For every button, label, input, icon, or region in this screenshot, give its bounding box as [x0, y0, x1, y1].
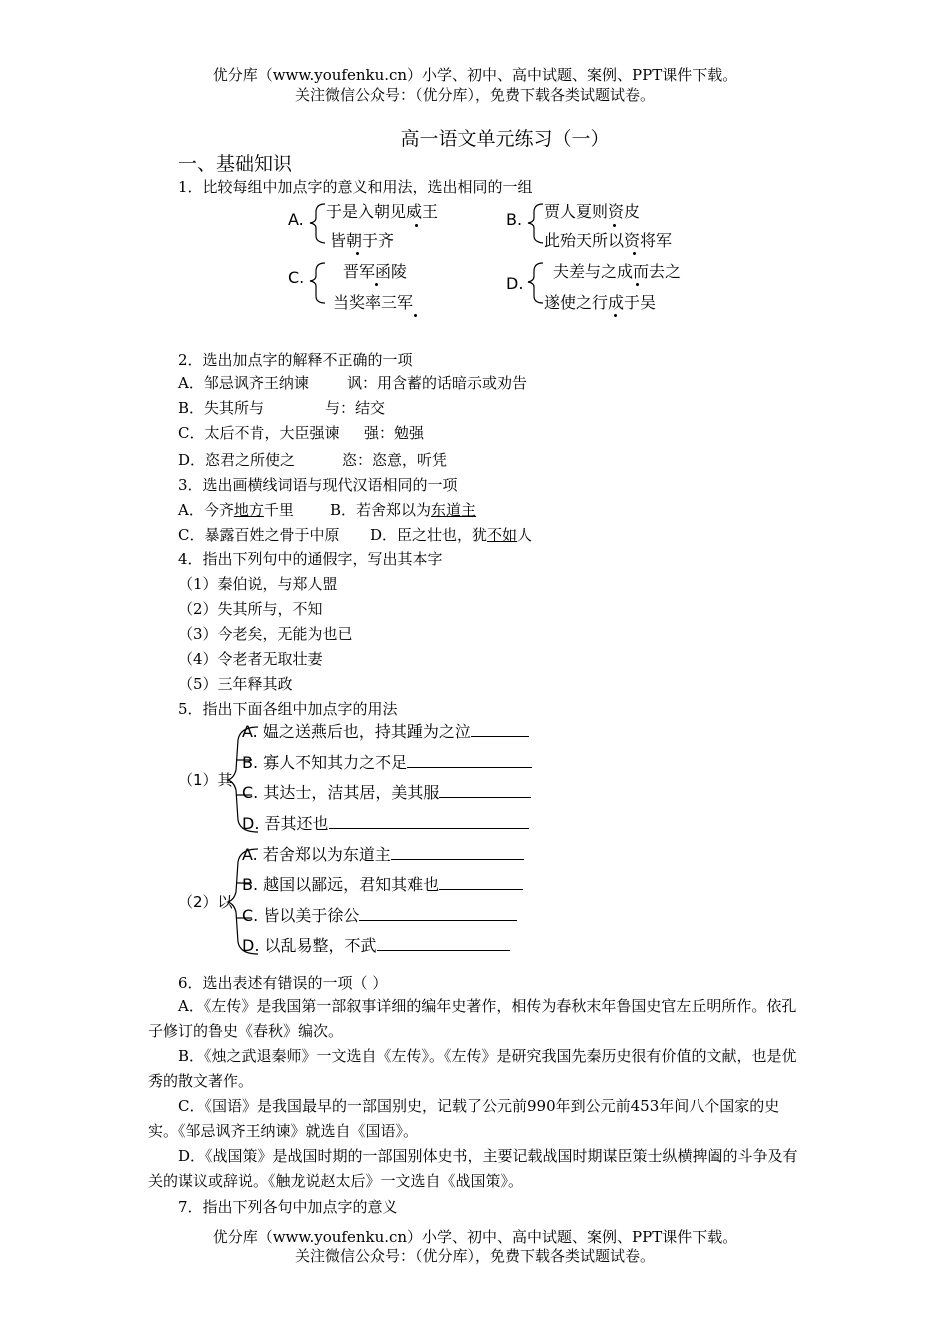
q4-item: （4）令老者无取壮妻 [178, 650, 323, 668]
q1-brace-c [310, 263, 325, 303]
q1-option-d-line1: 夫差与之成而去之 [553, 262, 682, 281]
q1-option-c-line2: 当奖率三军 [333, 293, 414, 312]
q5-group2-item: B. 越国以鄙远，君知其难也 [242, 875, 523, 895]
q1-option-a-line1: 于是入朝见威王 [326, 202, 439, 221]
answer-blank[interactable] [391, 845, 524, 860]
q5-group2-item: C. 皆以美于徐公 [242, 906, 517, 926]
q5-group1-item: A. 媪之送燕后也，持其踵为之泣 [242, 722, 529, 742]
q3-option-c: C．暴露百姓之骨于中原 [178, 526, 340, 544]
emphasis-dot [414, 314, 417, 317]
q4-item: （1）秦伯说，与郑人盟 [178, 575, 338, 593]
q1-option-d-label: D. [506, 274, 524, 293]
q4-stem: 4．指出下列句中的通假字，写出其本字 [178, 550, 443, 568]
footer-line-2: 关注微信公众号：（优分库），免费下载各类试题试卷。 [294, 1247, 655, 1265]
q1-option-b-line2: 此殆天所以资将军 [544, 231, 673, 250]
q1-option-c-line1: 晋军函陵 [343, 262, 408, 281]
q5-group2-label: （2）以 [178, 893, 233, 911]
q2-option-c: C．太后不肯，大臣强谏 [178, 424, 340, 442]
answer-blank[interactable] [359, 906, 517, 921]
answer-blank[interactable] [377, 936, 510, 951]
q2-option-c-gloss: 强：勉强 [364, 424, 425, 442]
q6-stem: 6．选出表述有错误的一项（ ） [178, 974, 388, 992]
section-heading: 一、基础知识 [178, 153, 293, 175]
q2-option-b-gloss: 与：结交 [325, 399, 386, 417]
emphasis-dot [375, 283, 378, 286]
emphasis-dot [613, 224, 616, 227]
q3-option-b: B．若舍郑以为东道主 [330, 501, 477, 519]
q1-brace-d [528, 263, 543, 303]
answer-blank[interactable] [439, 875, 523, 890]
q4-item: （2）失其所与，不知 [178, 600, 323, 618]
q3-option-a: A．今齐地方千里 [178, 501, 294, 519]
q2-option-b: B．失其所与 [178, 399, 265, 417]
q6-option-c: C．《国语》是我国最早的一部国别史，记载了公元前990年到公元前453年间八个国家的史实。《邹忌讽齐王纳谏》就选自《国语》。 [148, 1097, 780, 1140]
emphasis-dot [636, 283, 639, 286]
q5-group2-item: A. 若舍郑以为东道主 [242, 845, 524, 865]
header-line-2: 关注微信公众号：（优分库），免费下载各类试题试卷。 [294, 86, 655, 104]
emphasis-dot [614, 314, 617, 317]
q2-stem: 2．选出加点字的解释不正确的一项 [178, 351, 413, 369]
q7-stem: 7．指出下列各句中加点字的意义 [178, 1198, 398, 1216]
q1-option-b-label: B. [506, 210, 523, 229]
answer-blank[interactable] [407, 753, 532, 768]
q5-stem: 5．指出下面各组中加点字的用法 [178, 700, 398, 718]
q5-group2-item: D. 以乱易整，不武 [242, 936, 510, 956]
q6-option-a: A．《左传》是我国第一部叙事详细的编年史著作，相传为春秋末年鲁国史官左丘明所作。依孔子修订的鲁史《春秋》编次。 [148, 997, 797, 1040]
q5-group1-item: C. 其达士，洁其居，美其服 [242, 783, 531, 803]
q2-option-d: D．恣君之所使之 [178, 451, 296, 469]
answer-blank[interactable] [439, 783, 531, 798]
q1-brace-b [528, 204, 543, 243]
q3-stem: 3．选出画横线词语与现代汉语相同的一项 [178, 476, 458, 494]
page-title: 高一语文单元练习（一） [400, 128, 610, 150]
q1-option-c-label: C. [288, 268, 305, 287]
q1-option-d-line2: 遂使之行成于吴 [544, 293, 657, 312]
emphasis-dot [633, 252, 636, 255]
q4-item: （3）今老矣，无能为也已 [178, 625, 353, 643]
q1-brace-a [310, 204, 325, 243]
emphasis-dot [415, 224, 418, 227]
answer-blank[interactable] [329, 814, 529, 829]
answer-blank[interactable] [471, 722, 529, 737]
q2-option-a-gloss: 讽：用含蓄的话暗示或劝告 [347, 374, 528, 392]
q4-item: （5）三年释其政 [178, 675, 293, 693]
q2-option-a: A．邹忌讽齐王纳谏 [178, 374, 309, 392]
q5-group1-item: B. 寡人不知其力之不足 [242, 753, 532, 773]
q1-option-b-line1: 贾人夏则资皮 [544, 202, 641, 221]
q2-option-d-gloss: 恣：恣意，听凭 [342, 451, 448, 469]
emphasis-dot [356, 252, 359, 255]
footer-line-1: 优分库（www.youfenku.cn）小学、初中、高中试题、案例、PPT课件下载。 [212, 1228, 738, 1246]
q5-group1-label: （1）其 [178, 771, 233, 789]
q1-option-a-label: A. [288, 210, 304, 229]
header-line-1: 优分库（www.youfenku.cn）小学、初中、高中试题、案例、PPT课件下载。 [212, 66, 738, 84]
q3-option-d: D．臣之壮也，犹不如人 [370, 526, 533, 544]
q1-option-a-line2: 皆朝于齐 [330, 231, 395, 250]
q1-stem: 1．比较每组中加点字的意义和用法，选出相同的一组 [178, 178, 533, 196]
q5-group1-item: D. 吾其还也 [242, 814, 529, 834]
q6-option-b: B．《烛之武退秦师》一文选自《左传》。《左传》是研究我国先秦历史很有价值的文献，也是优秀的散文著作。 [148, 1047, 797, 1090]
q6-option-d: D．《战国策》是战国时期的一部国别体史书，主要记载战国时期谋臣策士纵横捭阖的斗争及有关的谋议或辞说。《触龙说赵太后》一文选自《战国策》。 [148, 1147, 798, 1190]
